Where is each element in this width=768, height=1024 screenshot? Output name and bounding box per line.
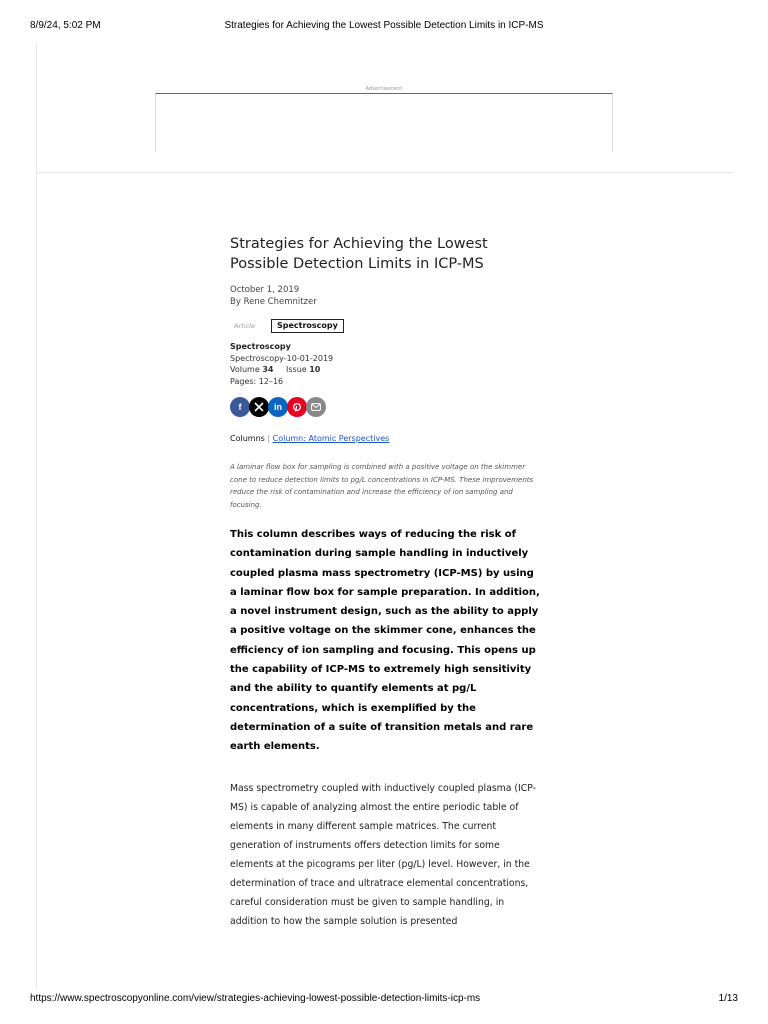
linkedin-icon[interactable]: in — [268, 397, 288, 417]
advertisement-label: Advertisement — [365, 86, 403, 92]
share-bar — [230, 397, 542, 417]
article — [230, 234, 542, 931]
print-timestamp: 8/9/24, 5:02 PM — [30, 20, 101, 31]
facebook-icon[interactable]: f — [230, 397, 250, 417]
article-body: Mass spectrometry coupled with inductively coupled plasma (ICP-MS) is capable of analyzing almost the entire periodic table of elements in many different sample matrices. The current generation of instruments offers detection limits for some elements at the picograms per liter (pg/L) level. However, in the determination of trace and ultratrace elemental concentrations, careful consideration must be given to sample handling, in addition to how the sample solution is presented — [230, 782, 536, 927]
columns-label[interactable]: Columns — [230, 434, 265, 443]
publication-pages: Pages: 12–16 — [230, 376, 284, 386]
advertisement-slot[interactable] — [155, 93, 613, 152]
columns-breadcrumb — [230, 433, 542, 445]
x-icon[interactable] — [249, 397, 269, 417]
columns-separator: | — [267, 434, 271, 443]
volume-label: Volume — [230, 365, 260, 374]
print-title: Strategies for Achieving the Lowest Possible Detection Limits in ICP-MS — [224, 20, 544, 31]
volume-number: 34 — [262, 365, 274, 374]
print-page-number: 1/13 — [718, 993, 738, 1004]
article-byline[interactable]: By Rene Chemnitzer — [230, 297, 317, 307]
column-link-atomic-perspectives[interactable]: Column: Atomic Perspectives — [272, 434, 390, 443]
article-date: October 1, 2019 — [230, 285, 300, 295]
article-title: Strategies for Achieving the Lowest Possible Detection Limits in ICP-MS — [230, 236, 488, 272]
divider — [37, 172, 734, 173]
article-abstract: This column describes ways of reducing the risk of contamination during sample handling in inductively coupled plasma mass spectrometry (ICP-MS) by using a laminar flow box for sample preparation. In addition, a novel instrument design, such as the ability to apply a positive voltage on the skimmer cone, enhances the efficiency of ion sampling and focusing. This opens up the capability of ICP-MS to extremely high sensitivity and the ability to quantify elements at pg/L concentrations, which is exemplified by the determination of a suite of transition metals and rare earth elements. — [230, 529, 540, 753]
issue-label: Issue — [286, 365, 307, 374]
email-icon[interactable] — [306, 397, 326, 417]
print-header — [0, 20, 768, 34]
article-caption: A laminar flow box for sampling is combined with a positive voltage on the skimmer cone to reduce detection limits to pg/L concentrations in ICP-MS. These improvements reduce the risk of contamination and increase the efficiency of ion sampling and focusing. — [230, 463, 534, 509]
print-url: https://www.spectroscopyonline.com/view/strategies-achieving-lowest-possible-detection-limits-icp-ms — [30, 993, 481, 1004]
publication-name[interactable]: Spectroscopy — [230, 342, 291, 351]
tag-spectroscopy[interactable]: Spectroscopy — [271, 319, 344, 333]
print-footer — [0, 993, 768, 1007]
article-tags — [230, 318, 542, 334]
publication-info — [230, 341, 542, 387]
pinterest-icon[interactable] — [287, 397, 307, 417]
left-rule — [36, 44, 37, 988]
issue-number: 10 — [309, 365, 321, 374]
tag-article-type: Article — [234, 322, 255, 330]
publication-issue-id: Spectroscopy-10-01-2019 — [230, 353, 334, 363]
publication-volume-issue — [230, 364, 542, 376]
